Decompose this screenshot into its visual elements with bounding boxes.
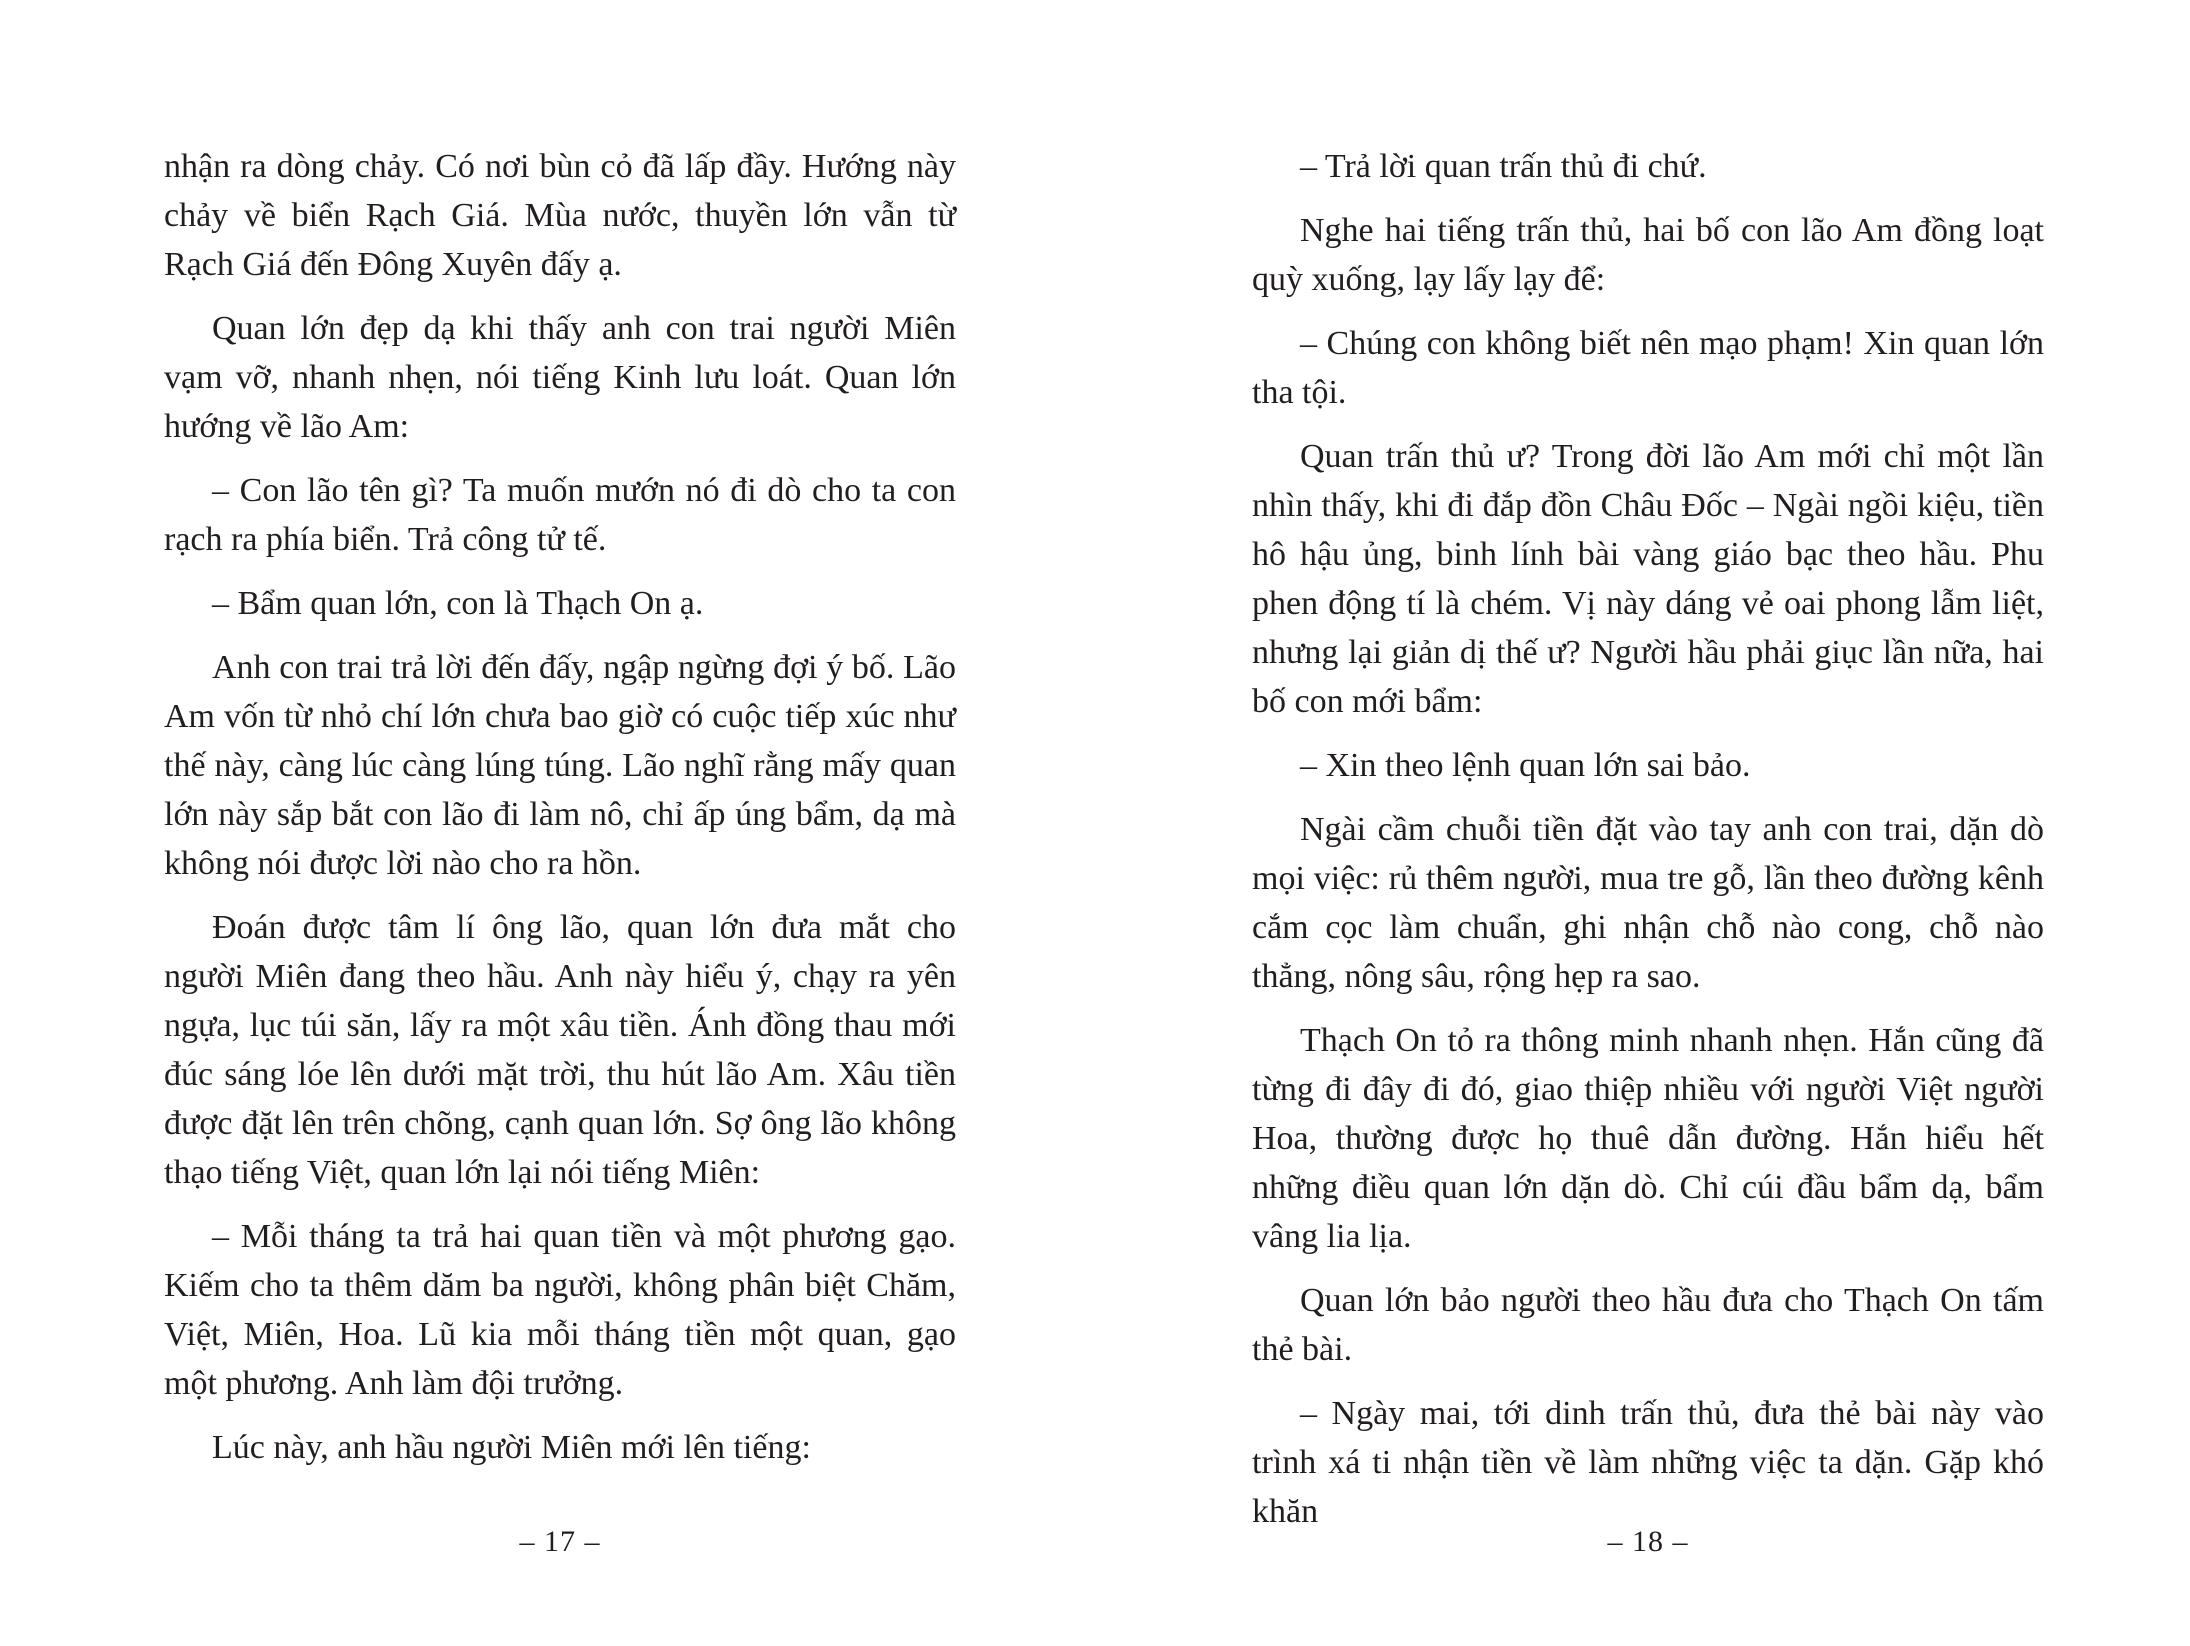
paragraph: – Mỗi tháng ta trả hai quan tiền và một phương gạo. Kiếm cho ta thêm dăm ba người, không phân biệt Chăm, Việt, Miên, Hoa. Lũ kia mỗi tháng tiền một quan, gạo một phương. Anh làm đội trưởng. (164, 1218, 956, 1402)
paragraph: Lúc này, anh hầu người Miên mới lên tiếng: (212, 1429, 811, 1466)
paragraph: Anh con trai trả lời đến đấy, ngập ngừng đợi ý bố. Lão Am vốn từ nhỏ chí lớn chưa bao giờ có cuộc tiếp xúc như thế này, càng lúc càng lúng túng. Lão nghĩ rằng mấy quan lớn này sắp bắt con lão đi làm nô, chỉ ấp úng bẩm, dạ mà không nói được lời nào cho ra hồn. (164, 649, 956, 882)
paragraph: Quan lớn bảo người theo hầu đưa cho Thạch On tấm thẻ bài. (1252, 1282, 2044, 1368)
paragraph: – Ngày mai, tới dinh trấn thủ, đưa thẻ bài này vào trình xá ti nhận tiền về làm những việc ta dặn. Gặp khó khăn (1252, 1395, 2044, 1530)
page-number-left: – 17 – (519, 1525, 601, 1558)
paragraph: Đoán được tâm lí ông lão, quan lớn đưa mắt cho người Miên đang theo hầu. Anh này hiểu ý, chạy ra yên ngựa, lục túi săn, lấy ra một xâu tiền. Ánh đồng thau mới đúc sáng lóe lên dưới mặt trời, thu hút lão Am. Xâu tiền được đặt lên trên chõng, cạnh quan lớn. Sợ ông lão không thạo tiếng Việt, quan lớn lại nói tiếng Miên: (164, 909, 956, 1191)
paragraph: Quan trấn thủ ư? Trong đời lão Am mới chỉ một lần nhìn thấy, khi đi đắp đồn Châu Đốc – Ngài ngồi kiệu, tiền hô hậu ủng, binh lính bài vàng giáo bạc theo hầu. Phu phen động tí là chém. Vị này dáng vẻ oai phong lẫm liệt, nhưng lại giản dị thế ư? Người hầu phải giục lần nữa, hai bố con mới bẩm: (1252, 438, 2044, 720)
paragraph: – Xin theo lệnh quan lớn sai bảo. (1300, 747, 1751, 784)
paragraph: nhận ra dòng chảy. Có nơi bùn cỏ đã lấp đầy. Hướng này chảy về biển Rạch Giá. Mùa nước, thuyền lớn vẫn từ Rạch Giá đến Đông Xuyên đấy ạ. (164, 148, 956, 283)
paragraph: – Chúng con không biết nên mạo phạm! Xin quan lớn tha tội. (1252, 325, 2044, 411)
page-right-text (1252, 142, 2044, 1551)
paragraph: – Con lão tên gì? Ta muốn mướn nó đi dò cho ta con rạch ra phía biển. Trả công tử tế. (164, 472, 956, 558)
paragraph: Nghe hai tiếng trấn thủ, hai bố con lão Am đồng loạt quỳ xuống, lạy lấy lạy để: (1252, 212, 2044, 298)
paragraph: Quan lớn đẹp dạ khi thấy anh con trai người Miên vạm vỡ, nhanh nhẹn, nói tiếng Kinh lưu loát. Quan lớn hướng về lão Am: (164, 310, 956, 445)
paragraph: – Trả lời quan trấn thủ đi chứ. (1300, 148, 1707, 185)
page-number-right: – 18 – (1607, 1525, 1689, 1558)
paragraph: Thạch On tỏ ra thông minh nhanh nhẹn. Hắn cũng đã từng đi đây đi đó, giao thiệp nhiều với người Việt người Hoa, thường được họ thuê dẫn đường. Hắn hiểu hết những điều quan lớn dặn dò. Chỉ cúi đầu bẩm dạ, bẩm vâng lia lịa. (1252, 1022, 2044, 1255)
page-left-text (164, 142, 956, 1487)
paragraph: Ngài cầm chuỗi tiền đặt vào tay anh con trai, dặn dò mọi việc: rủ thêm người, mua tre gỗ, lần theo đường kênh cắm cọc làm chuẩn, ghi nhận chỗ nào cong, chỗ nào thẳng, nông sâu, rộng hẹp ra sao. (1252, 811, 2044, 995)
paragraph: – Bẩm quan lớn, con là Thạch On ạ. (212, 585, 704, 622)
